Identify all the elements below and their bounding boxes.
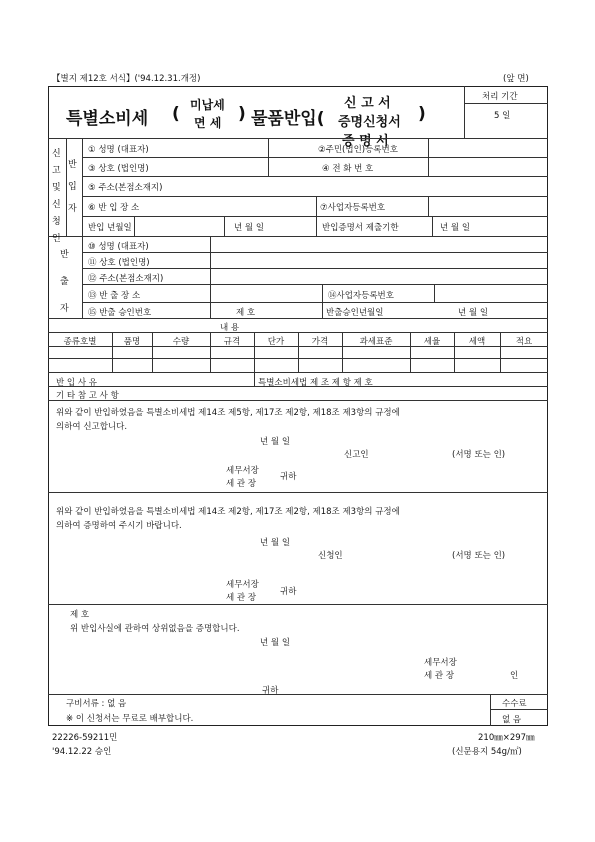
- declare-text-2: 의하여 신고합니다.: [56, 422, 128, 432]
- import-date-value: 년 월 일: [234, 223, 265, 233]
- importer-regno-label: ②주민(법인)등록번호: [318, 145, 398, 155]
- option-certificate: 증 명 서: [342, 134, 389, 149]
- items-col-header: 종류호별: [63, 337, 97, 347]
- import-reason-label: 반 입 사 유: [56, 378, 97, 388]
- cert-date: 년 월 일: [260, 638, 291, 648]
- declare-text-1: 위와 같이 반입하였음을 특별소비세법 제14조 제5항, 제17조 제2항, 제18조 제3항의 규정에: [56, 408, 400, 418]
- exporter-bizno-label: ⑭사업자등록번호: [328, 291, 394, 301]
- items-col-header: 적요: [515, 337, 533, 347]
- title-part-3: ): [418, 104, 426, 124]
- importer-phone-label: ④ 전 화 번 호: [322, 164, 374, 174]
- importer-side-label: 신고및신청인: [52, 149, 61, 244]
- approval-date: '94.12.22 승인: [52, 747, 112, 757]
- importer-company-label: ③ 상호 (법인명): [88, 164, 149, 174]
- apply-to-tax: 세무서장: [226, 580, 259, 590]
- applicant-label: 신청인: [318, 551, 343, 561]
- period-label: 처리 기간: [482, 92, 518, 102]
- apply-text-1: 위와 같이 반입하였음을 특별소비세법 제14조 제2항, 제17조 제2항, 제18조 제3항의 규정에: [56, 507, 400, 517]
- apply-to-suffix: 귀하: [280, 587, 297, 597]
- exporter-address-label: ⑫ 주소(본점소재지): [88, 274, 164, 284]
- declare-date: 년 월 일: [260, 437, 291, 447]
- fee-label: 수수료: [502, 699, 527, 709]
- items-col-header: 세액: [468, 337, 486, 347]
- exporter-company-label: ⑪ 상호 (법인명): [88, 258, 150, 268]
- declare-to-tax: 세무서장: [226, 466, 259, 476]
- cert-from-customs: 세 관 장: [424, 671, 455, 681]
- applicant-sign: (서명 또는 인): [452, 551, 506, 561]
- page-side: (앞 면): [503, 74, 529, 84]
- paper-type: (신문용지 54g/㎡): [452, 747, 522, 757]
- option-report: 신 고 서: [344, 96, 391, 111]
- importer-bizno-label: ⑦사업자등록번호: [320, 203, 386, 213]
- items-col-header: 단가: [267, 337, 285, 347]
- paper-size: 210㎜×297㎜: [478, 733, 535, 743]
- form-code: 22226-59211민: [52, 733, 118, 743]
- form-number: 【별지 제12호 서식】('94.12.31.개정): [52, 74, 201, 84]
- fee-value: 없 음: [502, 715, 522, 725]
- items-col-header: 가격: [311, 337, 329, 347]
- declarant-label: 신고인: [344, 450, 369, 460]
- export-approval-date-value: 년 월 일: [458, 308, 489, 318]
- option-application: 증명신청서: [338, 115, 401, 130]
- importer-name-label: ① 성명 (대표자): [88, 145, 149, 155]
- declare-to-customs: 세 관 장: [226, 479, 257, 489]
- deadline-label: 반입증명서 제출기한: [322, 223, 399, 233]
- export-approval-label: ⑮ 반출 승인번호: [88, 308, 152, 318]
- apply-date: 년 월 일: [260, 538, 291, 548]
- option-exempt: 면 세: [194, 116, 222, 130]
- cert-text: 위 반입사실에 관하여 상위없음을 증명합니다.: [70, 624, 240, 634]
- exporter-side-label: 반출자: [60, 250, 69, 314]
- export-approval-date-label: 반출승인년월일: [326, 308, 384, 318]
- option-unpaid: 미납세: [190, 98, 225, 112]
- cert-seal: 인: [510, 671, 519, 681]
- export-approval-value: 제 호: [236, 308, 256, 318]
- apply-text-2: 의하여 증명하여 주시기 바랍니다.: [56, 521, 182, 531]
- items-col-header: 수량: [172, 337, 190, 347]
- period-value: 5 일: [494, 111, 511, 121]
- items-col-header: 세율: [423, 337, 441, 347]
- other-reference-label: 기 타 참 고 사 항: [56, 391, 119, 401]
- required-docs: 구비서류 : 없 음: [66, 699, 127, 709]
- deadline-value: 년 월 일: [440, 223, 471, 233]
- title-part-2: 물품반입(: [251, 109, 325, 129]
- cert-to-suffix: 귀하: [262, 686, 279, 696]
- items-col-header: 규격: [223, 337, 241, 347]
- import-place-label: ⑥ 반 입 장 소: [88, 203, 140, 213]
- free-note: ※ 이 신청서는 무료로 배부합니다.: [66, 714, 194, 724]
- paren-open: (: [172, 104, 180, 124]
- export-place-label: ⑬ 반 출 장 소: [88, 291, 141, 301]
- title-part-1: 특별소비세: [66, 109, 149, 129]
- declare-to-suffix: 귀하: [280, 472, 297, 482]
- import-reason-value: 특별소비세법 제 조 제 항 제 호: [258, 378, 373, 388]
- import-date-label: 반입 년월일: [88, 223, 132, 233]
- items-col-header: 과세표준: [359, 337, 393, 347]
- items-col-header: 품명: [123, 337, 141, 347]
- importer-address-label: ⑤ 주소(본점소재지): [88, 183, 163, 193]
- exporter-name-label: ⑩ 성명 (대표자): [88, 242, 149, 252]
- items-caption: 내 용: [220, 323, 240, 333]
- paren-close: ): [238, 104, 246, 124]
- cert-number: 제 호: [70, 610, 90, 620]
- cert-from-tax: 세무서장: [424, 658, 457, 668]
- importer-side-label-b: 반입자: [68, 160, 77, 214]
- apply-to-customs: 세 관 장: [226, 593, 257, 603]
- declarant-sign: (서명 또는 인): [452, 450, 506, 460]
